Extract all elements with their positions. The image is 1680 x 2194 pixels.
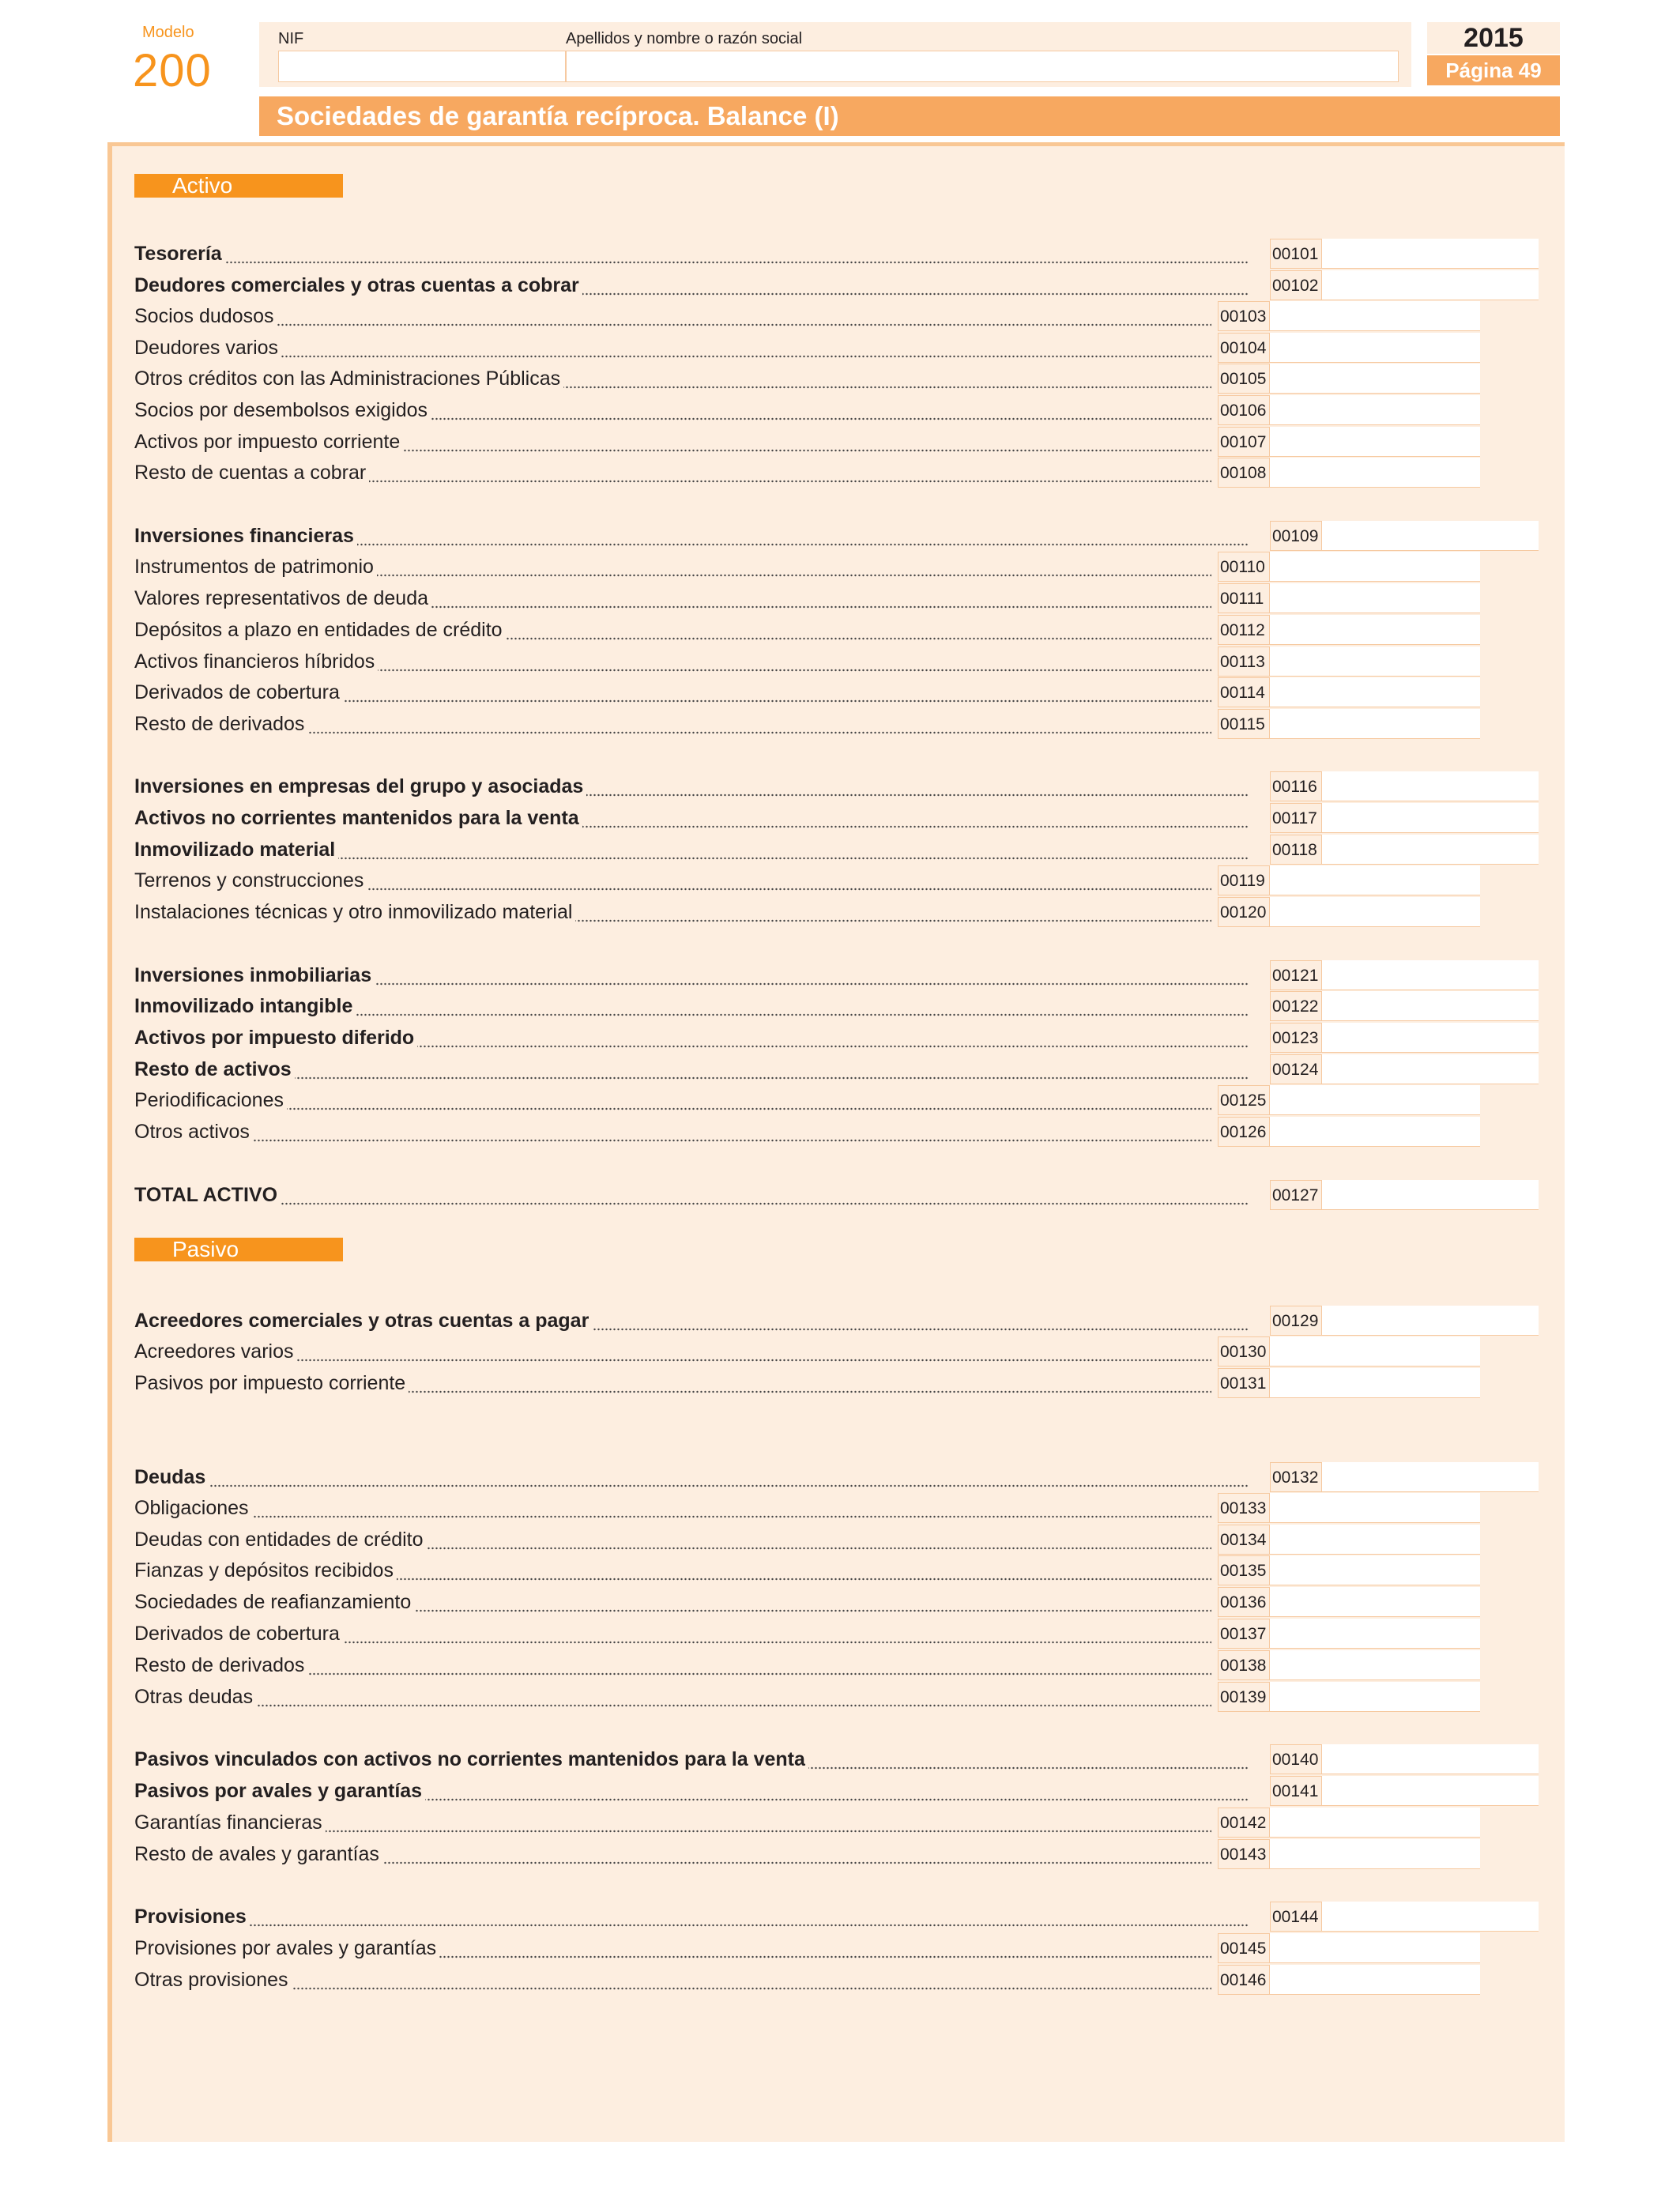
amount-field[interactable] bbox=[1322, 1023, 1539, 1053]
amount-field[interactable] bbox=[1270, 865, 1480, 895]
taxpayer-header bbox=[259, 22, 1411, 87]
row-label bbox=[134, 709, 1211, 739]
row-label-text: Instrumentos de patrimonio bbox=[134, 556, 377, 578]
row-label-text: Garantías financieras bbox=[134, 1811, 326, 1834]
row-label-text: Inversiones financieras bbox=[134, 525, 357, 547]
amount-field[interactable] bbox=[1270, 1650, 1480, 1680]
row-label-text: Resto de cuentas a cobrar bbox=[134, 462, 369, 484]
row-label-text: Otras provisiones bbox=[134, 1969, 292, 1991]
row-label-text: Resto de derivados bbox=[134, 713, 307, 735]
box-code: 00143 bbox=[1218, 1839, 1270, 1869]
row-label bbox=[134, 1525, 1211, 1555]
row-label bbox=[134, 803, 1249, 833]
row-label bbox=[134, 771, 1249, 801]
row-label-text: Periodificaciones bbox=[134, 1089, 287, 1111]
amount-field[interactable] bbox=[1270, 1085, 1480, 1115]
row-label bbox=[134, 458, 1211, 488]
amount-field[interactable] bbox=[1270, 1839, 1480, 1869]
row-label-text: Depósitos a plazo en entidades de crédito bbox=[134, 619, 506, 641]
amount-field[interactable] bbox=[1270, 1933, 1480, 1963]
amount-field[interactable] bbox=[1270, 458, 1480, 488]
amount-field[interactable] bbox=[1270, 1493, 1480, 1523]
box-code: 00133 bbox=[1218, 1493, 1270, 1523]
row-label-text: Deudores comerciales y otras cuentas a cobrar bbox=[134, 274, 582, 296]
amount-field[interactable] bbox=[1270, 1682, 1480, 1712]
box-code: 00134 bbox=[1218, 1525, 1270, 1555]
amount-field[interactable] bbox=[1322, 803, 1539, 833]
row-label-text: Instalaciones técnicas y otro inmovilizado material bbox=[134, 901, 575, 923]
row-label bbox=[134, 991, 1249, 1021]
row-label-text: Activos financieros híbridos bbox=[134, 650, 378, 673]
box-code: 00115 bbox=[1218, 709, 1270, 739]
section-pasivo: Pasivo bbox=[134, 1238, 343, 1261]
box-code: 00109 bbox=[1270, 521, 1322, 551]
box-code: 00135 bbox=[1218, 1555, 1270, 1585]
row-label bbox=[134, 301, 1211, 331]
row-label bbox=[134, 239, 1249, 269]
amount-field[interactable] bbox=[1270, 709, 1480, 739]
amount-field[interactable] bbox=[1322, 835, 1539, 865]
amount-field[interactable] bbox=[1322, 1462, 1539, 1492]
row-label bbox=[134, 333, 1211, 363]
row-label-text: Inversiones en empresas del grupo y asociadas bbox=[134, 775, 586, 797]
box-code: 00122 bbox=[1270, 991, 1322, 1021]
row-label-text: Resto de avales y garantías bbox=[134, 1843, 382, 1865]
amount-field[interactable] bbox=[1322, 1902, 1539, 1932]
box-code: 00120 bbox=[1218, 897, 1270, 927]
row-label-text: Provisiones por avales y garantías bbox=[134, 1937, 439, 1959]
amount-field[interactable] bbox=[1322, 960, 1539, 990]
box-code: 00116 bbox=[1270, 771, 1322, 801]
row-label-text: Pasivos por avales y garantías bbox=[134, 1780, 425, 1802]
box-code: 00118 bbox=[1270, 835, 1322, 865]
row-label bbox=[134, 270, 1249, 300]
row-label-text: Deudas bbox=[134, 1466, 209, 1488]
row-label bbox=[134, 552, 1211, 582]
box-code: 00130 bbox=[1218, 1336, 1270, 1367]
row-label-text: Valores representativos de deuda bbox=[134, 587, 431, 609]
box-code: 00126 bbox=[1218, 1117, 1270, 1147]
box-code: 00142 bbox=[1218, 1808, 1270, 1838]
box-code: 00103 bbox=[1218, 301, 1270, 331]
row-label-text: Obligaciones bbox=[134, 1497, 252, 1519]
amount-field[interactable] bbox=[1270, 1587, 1480, 1617]
amount-field[interactable] bbox=[1270, 427, 1480, 457]
amount-field[interactable] bbox=[1270, 1965, 1480, 1995]
box-code: 00146 bbox=[1218, 1965, 1270, 1995]
box-code: 00107 bbox=[1218, 427, 1270, 457]
row-label-text: Pasivos vinculados con activos no corrientes mantenidos para la venta bbox=[134, 1748, 808, 1770]
row-label bbox=[134, 1933, 1211, 1963]
page-title: Sociedades de garantía recíproca. Balance (I) bbox=[259, 96, 1560, 136]
row-label bbox=[134, 647, 1211, 677]
amount-field[interactable] bbox=[1322, 991, 1539, 1021]
amount-field[interactable] bbox=[1322, 239, 1539, 269]
row-label bbox=[134, 1085, 1211, 1115]
amount-field[interactable] bbox=[1270, 647, 1480, 677]
modelo-label: Modelo bbox=[142, 24, 194, 41]
amount-field[interactable] bbox=[1322, 1054, 1539, 1084]
amount-field[interactable] bbox=[1270, 1368, 1480, 1398]
box-code: 00131 bbox=[1218, 1368, 1270, 1398]
row-label bbox=[134, 1493, 1211, 1523]
box-code: 00144 bbox=[1270, 1902, 1322, 1932]
row-label bbox=[134, 1682, 1211, 1712]
nif-label: NIF bbox=[278, 30, 304, 47]
box-code: 00104 bbox=[1218, 333, 1270, 363]
box-code: 00139 bbox=[1218, 1682, 1270, 1712]
row-label bbox=[134, 583, 1211, 613]
row-label bbox=[134, 395, 1211, 425]
box-code: 00132 bbox=[1270, 1462, 1322, 1492]
row-label-text: Deudas con entidades de crédito bbox=[134, 1529, 427, 1551]
row-label bbox=[134, 1023, 1249, 1053]
row-label bbox=[134, 1965, 1211, 1995]
row-label bbox=[134, 1117, 1211, 1147]
row-label-text: Otros activos bbox=[134, 1121, 253, 1143]
row-label bbox=[134, 1902, 1249, 1932]
modelo-number: 200 bbox=[133, 45, 212, 96]
row-label-text: TOTAL ACTIVO bbox=[134, 1184, 281, 1206]
row-label-text: Derivados de cobertura bbox=[134, 681, 343, 703]
row-label bbox=[134, 960, 1249, 990]
amount-field[interactable] bbox=[1270, 552, 1480, 582]
row-label bbox=[134, 1180, 1249, 1210]
box-code: 00110 bbox=[1218, 552, 1270, 582]
amount-field[interactable] bbox=[1270, 1808, 1480, 1838]
row-label bbox=[134, 865, 1211, 895]
row-label-text: Resto de derivados bbox=[134, 1654, 307, 1676]
row-label bbox=[134, 1462, 1249, 1492]
page-number: Página 49 bbox=[1427, 55, 1560, 85]
box-code: 00141 bbox=[1270, 1776, 1322, 1806]
row-label bbox=[134, 835, 1249, 865]
row-label-text: Otras deudas bbox=[134, 1686, 256, 1708]
box-code: 00129 bbox=[1270, 1306, 1322, 1336]
row-label bbox=[134, 364, 1211, 394]
amount-field[interactable] bbox=[1322, 1744, 1539, 1774]
row-label-text: Tesorería bbox=[134, 243, 225, 265]
row-label-text: Activos por impuesto diferido bbox=[134, 1027, 417, 1049]
box-code: 00127 bbox=[1270, 1180, 1322, 1210]
box-code: 00138 bbox=[1218, 1650, 1270, 1680]
amount-field[interactable] bbox=[1270, 677, 1480, 707]
row-label bbox=[134, 427, 1211, 457]
name-label: Apellidos y nombre o razón social bbox=[566, 30, 803, 47]
amount-field[interactable] bbox=[1270, 583, 1480, 613]
amount-field[interactable] bbox=[1270, 1336, 1480, 1367]
amount-field[interactable] bbox=[1270, 364, 1480, 394]
name-field[interactable] bbox=[566, 51, 1399, 82]
row-label-text: Inversiones inmobiliarias bbox=[134, 964, 375, 986]
amount-field[interactable] bbox=[1322, 270, 1539, 300]
row-label bbox=[134, 897, 1211, 927]
row-label-text: Fianzas y depósitos recibidos bbox=[134, 1559, 397, 1581]
amount-field[interactable] bbox=[1322, 1306, 1539, 1336]
row-label bbox=[134, 1555, 1211, 1585]
row-label bbox=[134, 1744, 1249, 1774]
box-code: 00111 bbox=[1218, 583, 1270, 613]
amount-field[interactable] bbox=[1270, 333, 1480, 363]
section-activo: Activo bbox=[134, 174, 343, 198]
box-code: 00105 bbox=[1218, 364, 1270, 394]
box-code: 00121 bbox=[1270, 960, 1322, 990]
year-box: 2015 bbox=[1427, 22, 1560, 54]
row-label-text: Socios por desembolsos exigidos bbox=[134, 399, 431, 421]
row-label bbox=[134, 521, 1249, 551]
amount-field[interactable] bbox=[1270, 301, 1480, 331]
box-code: 00113 bbox=[1218, 647, 1270, 677]
amount-field[interactable] bbox=[1270, 1117, 1480, 1147]
amount-field[interactable] bbox=[1322, 1180, 1539, 1210]
row-label-text: Inmovilizado intangible bbox=[134, 995, 356, 1017]
row-label bbox=[134, 1619, 1211, 1649]
box-code: 00114 bbox=[1218, 677, 1270, 707]
box-code: 00106 bbox=[1218, 395, 1270, 425]
row-label bbox=[134, 1336, 1211, 1367]
row-label-text: Derivados de cobertura bbox=[134, 1623, 343, 1645]
box-code: 00136 bbox=[1218, 1587, 1270, 1617]
box-code: 00117 bbox=[1270, 803, 1322, 833]
row-label-text: Activos no corrientes mantenidos para la venta bbox=[134, 807, 582, 829]
row-label-text: Acreedores varios bbox=[134, 1340, 296, 1363]
row-label bbox=[134, 1587, 1211, 1617]
box-code: 00140 bbox=[1270, 1744, 1322, 1774]
row-label bbox=[134, 677, 1211, 707]
row-label bbox=[134, 1808, 1211, 1838]
nif-field[interactable] bbox=[278, 51, 566, 82]
amount-field[interactable] bbox=[1270, 395, 1480, 425]
amount-field[interactable] bbox=[1322, 1776, 1539, 1806]
box-code: 00123 bbox=[1270, 1023, 1322, 1053]
row-label-text: Provisiones bbox=[134, 1906, 250, 1928]
row-label bbox=[134, 1650, 1211, 1680]
amount-field[interactable] bbox=[1270, 1525, 1480, 1555]
box-code: 00108 bbox=[1218, 458, 1270, 488]
box-code: 00101 bbox=[1270, 239, 1322, 269]
box-code: 00125 bbox=[1218, 1085, 1270, 1115]
amount-field[interactable] bbox=[1322, 771, 1539, 801]
box-code: 00112 bbox=[1218, 615, 1270, 645]
row-label-text: Terrenos y construcciones bbox=[134, 869, 367, 892]
amount-field[interactable] bbox=[1270, 1619, 1480, 1649]
row-label-text: Socios dudosos bbox=[134, 305, 277, 327]
row-label-text: Acreedores comerciales y otras cuentas a pagar bbox=[134, 1310, 592, 1332]
row-label bbox=[134, 1776, 1249, 1806]
row-label bbox=[134, 1054, 1249, 1084]
row-label-text: Pasivos por impuesto corriente bbox=[134, 1372, 409, 1394]
row-label-text: Deudores varios bbox=[134, 337, 281, 359]
row-label-text: Sociedades de reafianzamiento bbox=[134, 1591, 414, 1613]
box-code: 00137 bbox=[1218, 1619, 1270, 1649]
row-label bbox=[134, 1839, 1211, 1869]
row-label-text: Activos por impuesto corriente bbox=[134, 431, 403, 453]
amount-field[interactable] bbox=[1270, 897, 1480, 927]
amount-field[interactable] bbox=[1322, 521, 1539, 551]
box-code: 00102 bbox=[1270, 270, 1322, 300]
box-code: 00124 bbox=[1270, 1054, 1322, 1084]
amount-field[interactable] bbox=[1270, 1555, 1480, 1585]
row-label-text: Inmovilizado material bbox=[134, 839, 338, 861]
row-label bbox=[134, 1306, 1249, 1336]
row-label bbox=[134, 1368, 1211, 1398]
row-label bbox=[134, 615, 1211, 645]
row-label-text: Otros créditos con las Administraciones Públicas bbox=[134, 368, 563, 390]
box-code: 00145 bbox=[1218, 1933, 1270, 1963]
box-code: 00119 bbox=[1218, 865, 1270, 895]
amount-field[interactable] bbox=[1270, 615, 1480, 645]
row-label-text: Resto de activos bbox=[134, 1058, 295, 1080]
